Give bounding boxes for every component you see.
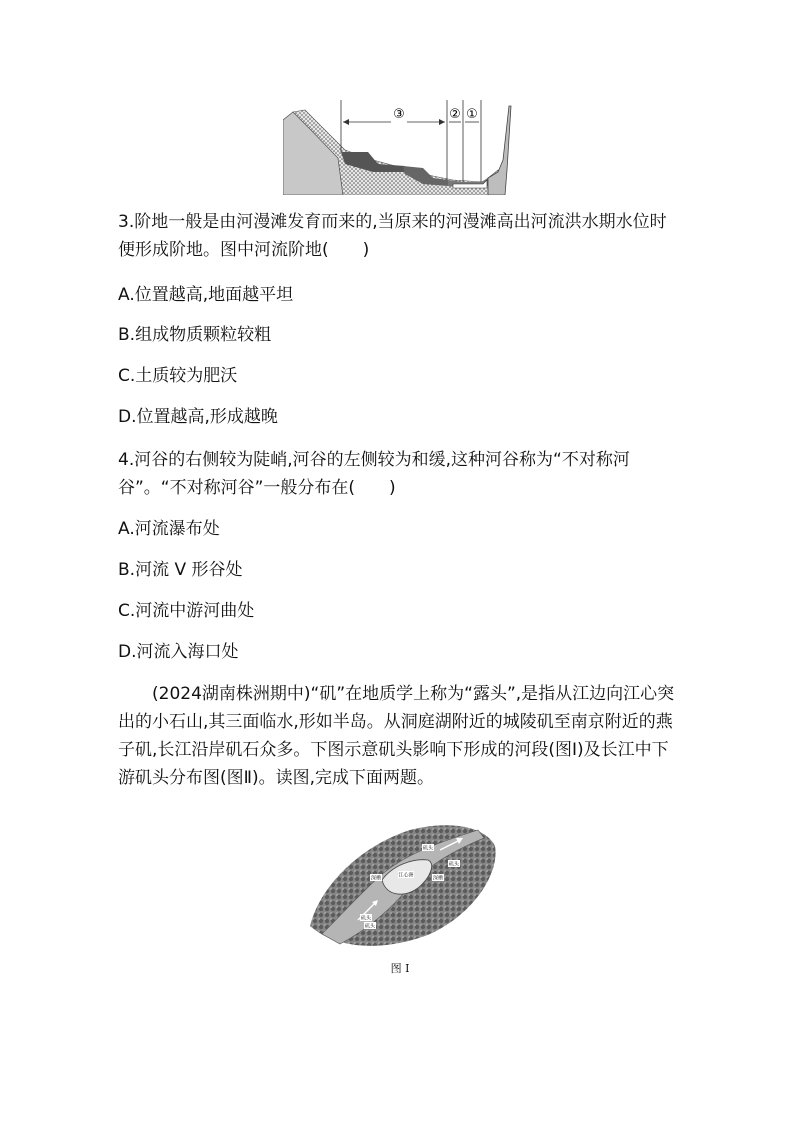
question-4-option-d[interactable]: D.河流入海口处 [118,642,239,662]
question-3-option-c[interactable]: C.土质较为肥沃 [118,366,238,386]
map-label-channel-2: 深槽 [432,875,444,882]
question-3-stem: 3.阶地一般是由河漫滩发育而来的,当原来的河漫滩高出河流洪水期水位时便形成阶地。图中河流阶地( ) [118,212,667,260]
question-4-option-a[interactable]: A.河流瀑布处 [118,519,220,539]
question-3 [118,208,678,264]
terrace-label-1: ① [466,107,478,122]
question-4-stem: 4.河谷的右侧较为陡峭,河谷的左侧较为和缓,这种河谷称为“不对称河谷”。“不对称河谷”一般分布在( ) [118,450,630,498]
map-label-headland-2: 矶头 [448,861,460,868]
reading-passage [118,680,678,792]
river-illustration [300,816,500,954]
map-label-headland-4: 矶头 [364,923,376,930]
question-3-option-a[interactable]: A.位置越高,地面越平坦 [118,285,294,305]
passage-text: (2024湖南株洲期中)“矶”在地质学上称为“露头”,是指从江边向江心突出的小石山,其三面临水,形如半岛。从洞庭湖附近的城陵矶至南京附近的燕子矶,长江沿岸矶石众多。下图示意矶头影响下形成的河段(图Ⅰ)及长江中下游矶头分布图(图Ⅱ)。读图,完成下面两题。 [118,684,675,788]
terrace-label-2: ② [449,107,461,122]
question-4-option-b[interactable]: B.河流 V 形谷处 [118,560,243,580]
headland-river-figure [300,816,500,954]
question-4-option-c[interactable]: C.河流中游河曲处 [118,601,255,621]
figure-caption: 图 I [390,962,410,975]
question-3-option-d[interactable]: D.位置越高,形成越晚 [118,407,278,427]
map-label-channel-1: 深槽 [370,875,382,882]
bedrock-right [488,106,511,195]
map-label-headland-1: 矶头 [422,845,434,852]
terrace-diagram [283,100,515,195]
map-label-island: 江心洲 [398,872,414,879]
question-4 [118,446,678,502]
terrace-cross-section-figure [283,100,515,195]
terrace-label-3: ③ [393,107,405,122]
question-3-option-b[interactable]: B.组成物质颗粒较粗 [118,325,272,345]
map-label-headland-3: 矶头 [360,915,372,922]
